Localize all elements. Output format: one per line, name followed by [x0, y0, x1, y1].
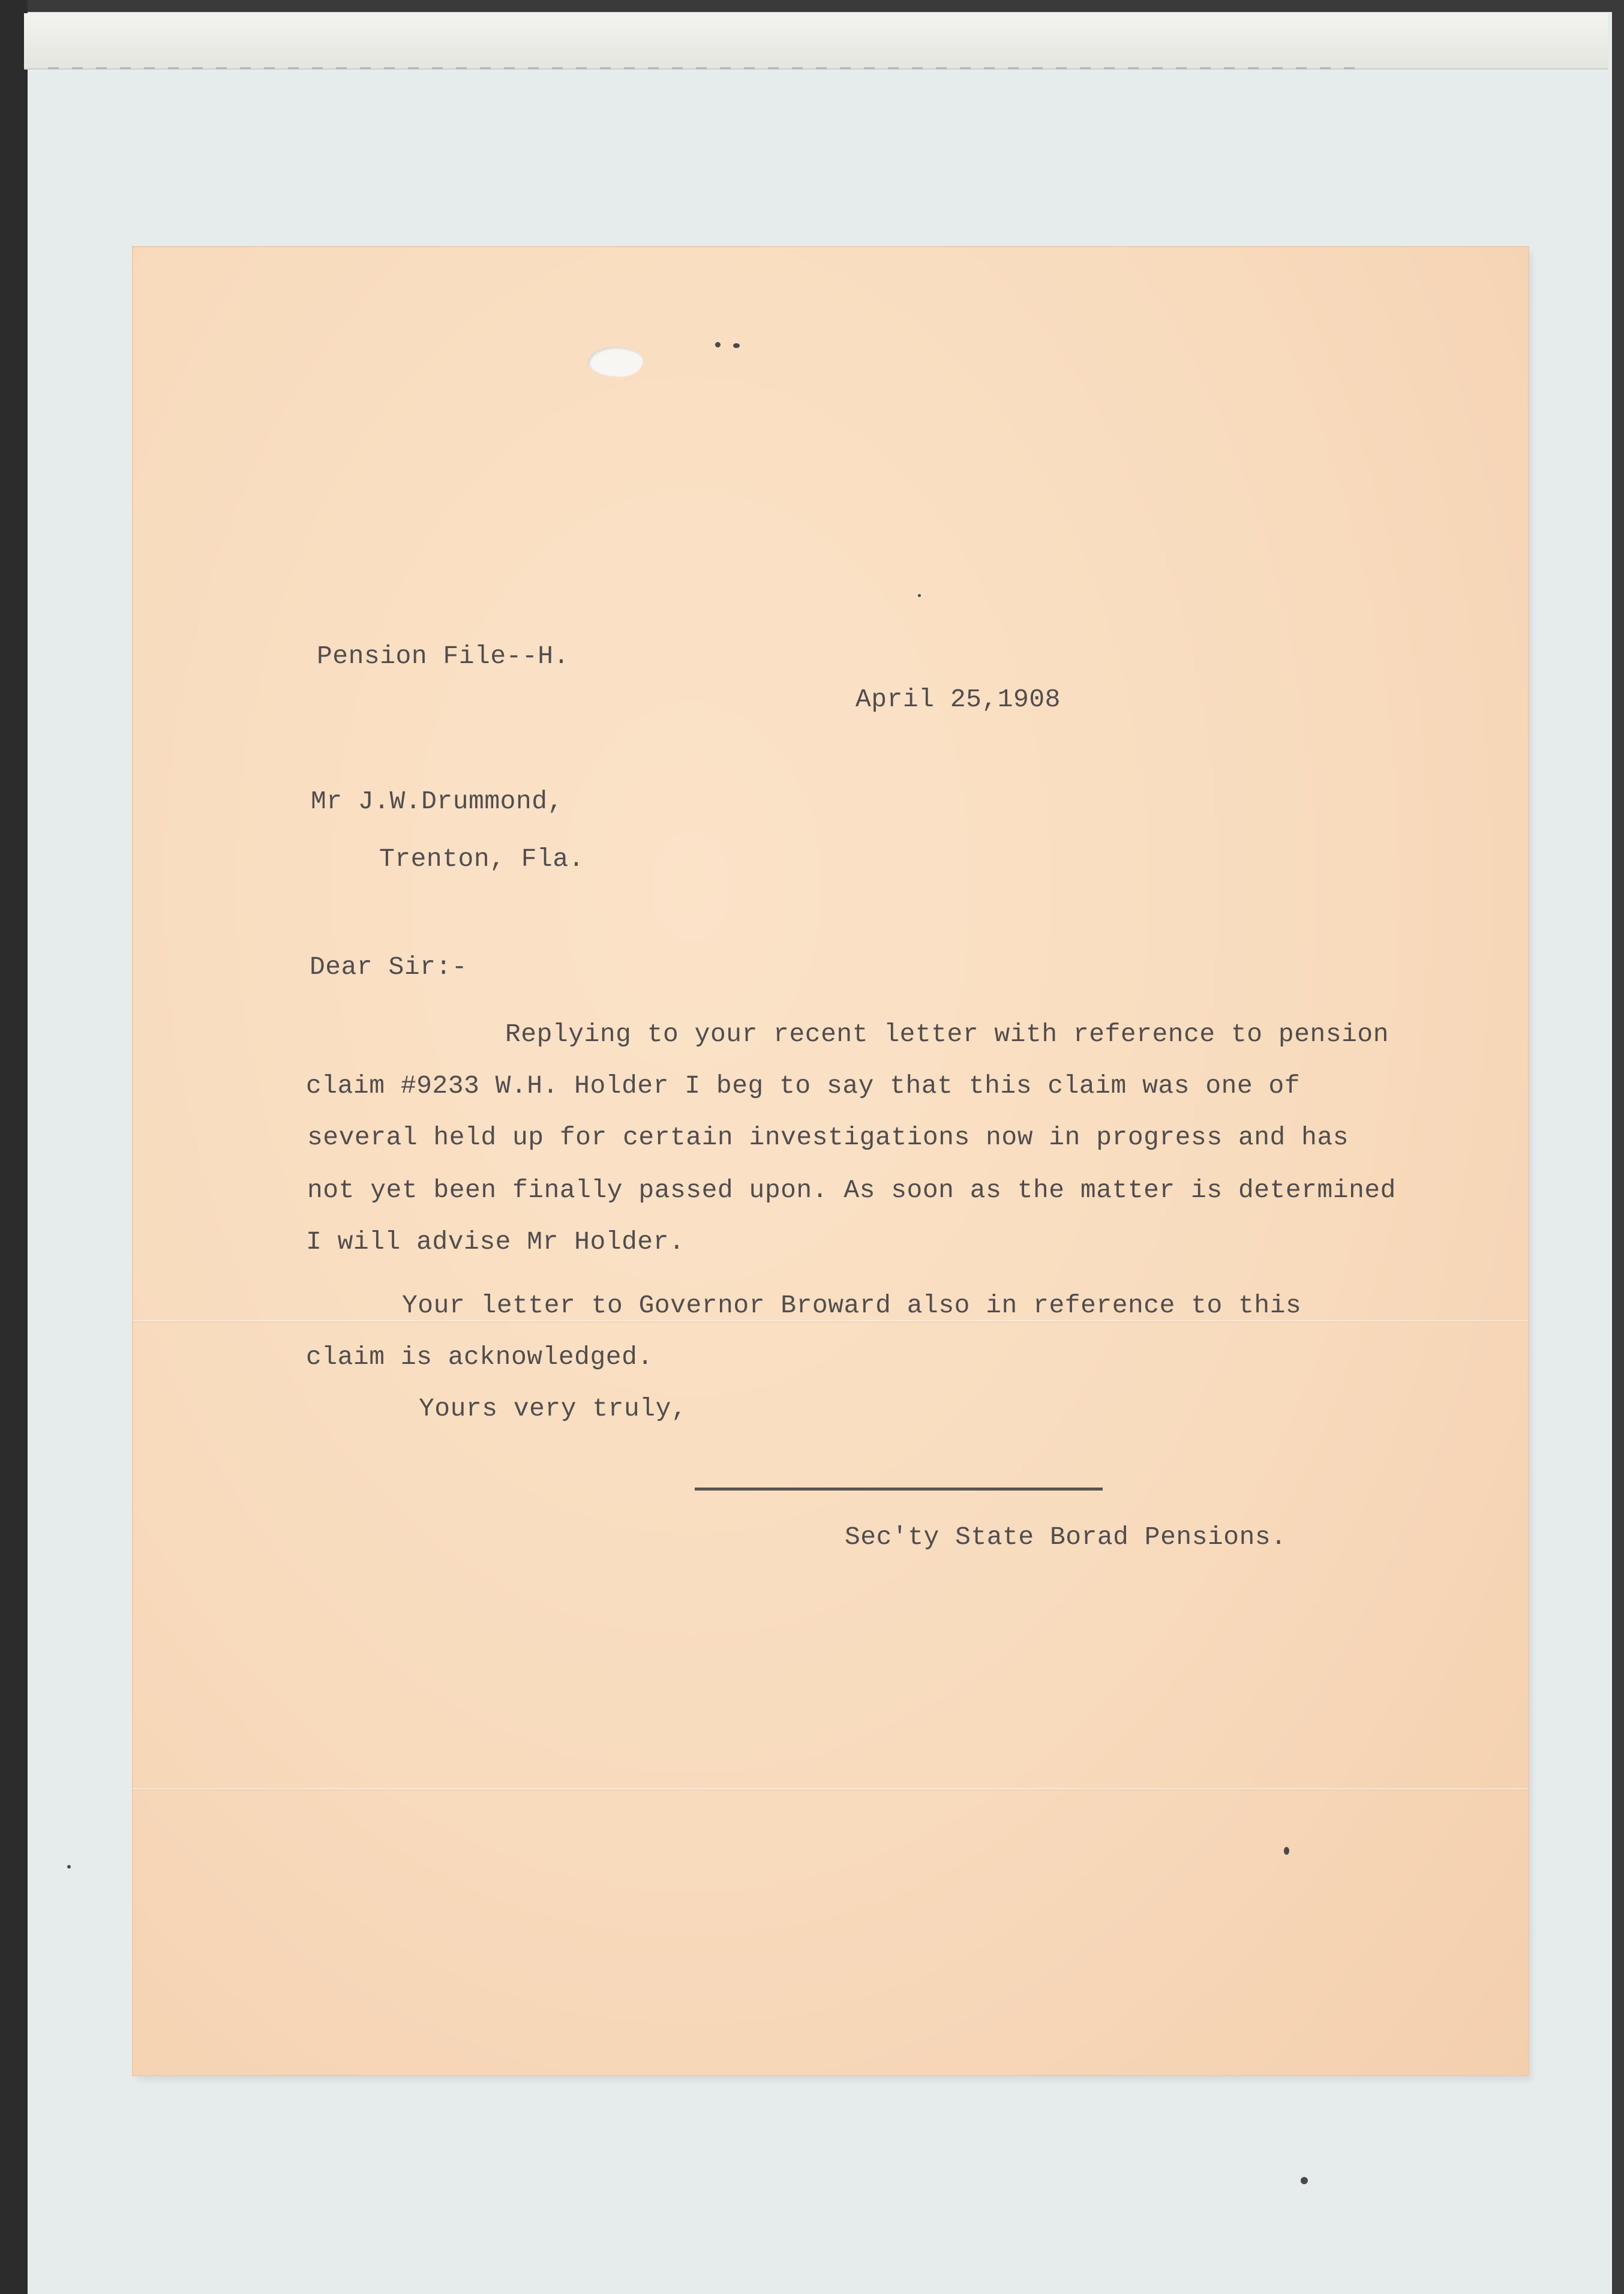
file-reference: Pension File--H. [317, 641, 569, 671]
letter-date: April 25,1908 [855, 685, 1061, 714]
body-line: claim #9233 W.H. Holder I beg to say that this claim was one of [306, 1071, 1301, 1100]
scanner-edge-left [0, 0, 28, 2294]
closing: Yours very truly, [419, 1394, 688, 1423]
body-line: Replying to your recent letter with reference to pension [505, 1019, 1389, 1049]
recipient-name: Mr J.W.Drummond, [311, 787, 563, 816]
ink-speck [918, 594, 921, 597]
ink-speck [733, 343, 740, 348]
dust-speck [1301, 2177, 1308, 2184]
body-line: Your letter to Governor Broward also in reference to this [402, 1291, 1302, 1320]
scanner-edge-top [0, 0, 1624, 12]
paper-fold [133, 1320, 1528, 1323]
signature-title: Sec'ty State Borad Pensions. [845, 1522, 1287, 1552]
salutation: Dear Sir:- [310, 952, 468, 982]
ink-speck [715, 342, 721, 347]
paper-fold [133, 1788, 1528, 1791]
body-line: claim is acknowledged. [306, 1342, 653, 1372]
signature-line [695, 1488, 1103, 1491]
torn-hole [588, 347, 643, 377]
mounting-strip [24, 13, 1608, 70]
dust-speck [67, 1865, 71, 1869]
body-line: several held up for certain investigations now in progress and has [307, 1123, 1349, 1152]
letter-page [133, 247, 1528, 2075]
body-line: I will advise Mr Holder. [306, 1227, 685, 1257]
ink-speck [1284, 1847, 1289, 1855]
scanner-edge-right [1612, 0, 1624, 2294]
recipient-location: Trenton, Fla. [379, 844, 584, 874]
body-line: not yet been finally passed upon. As soon as the matter is determined [307, 1176, 1396, 1205]
